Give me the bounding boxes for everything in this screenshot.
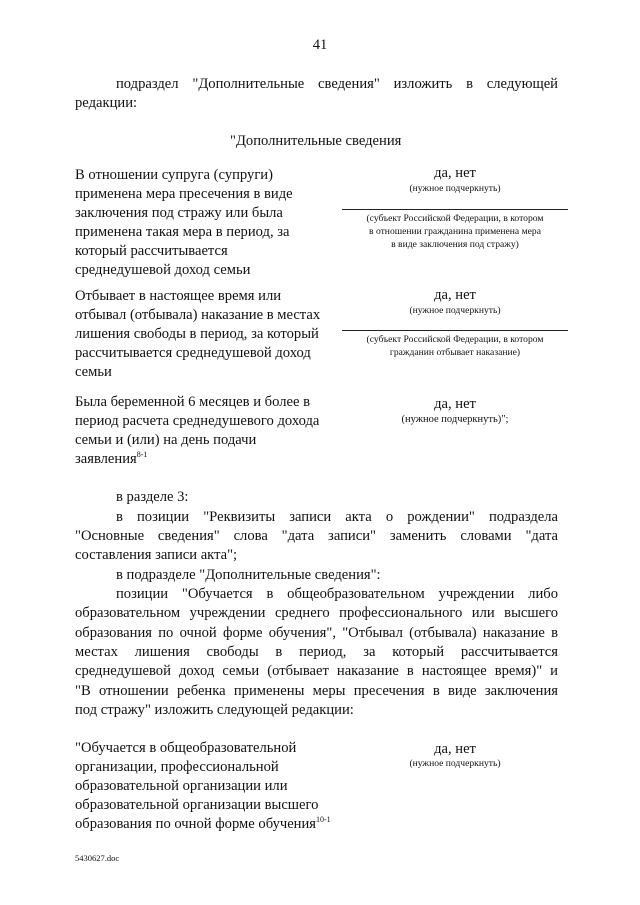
block1-question [75, 166, 293, 280]
block3-answer-note: (нужное подчеркнуть)"; [401, 414, 509, 425]
note-line: в виде заключения под стражу) [391, 239, 519, 250]
page-number: 41 [312, 37, 328, 53]
block4-line: образовательной организации высшего [75, 797, 319, 813]
block1-line: применена мера пресечения в виде [75, 186, 293, 202]
block3-line: семьи и (или) на день подачи [75, 432, 257, 448]
block3-line: Была беременной 6 месяцев и более в [75, 394, 310, 410]
block2-region-note [340, 333, 570, 359]
section-title: "Дополнительные сведения [230, 133, 402, 149]
intro-line-2: редакции: [75, 95, 138, 111]
section3-p1-line2: "Основные сведения" слова "дата записи" заменить словами "дата [75, 528, 558, 544]
note-line: (субъект Российской Федерации, в котором [366, 213, 544, 224]
section3-p2: в подразделе "Дополнительные сведения": [116, 567, 381, 583]
block4-line: образовательной организации или [75, 778, 288, 794]
block4-line: "Обучается в общеобразовательной [75, 740, 297, 756]
block4-last-line [75, 815, 331, 834]
block4-answer-note: (нужное подчеркнуть) [409, 758, 501, 769]
block1-answer: да, нет [434, 165, 476, 181]
block2-region-field-line [342, 330, 568, 331]
section3-p1-line3: составления записи акта"; [75, 547, 238, 563]
section3-p3-line7: под стражу" изложить следующей редакции: [75, 702, 354, 718]
block2-line: лишения свободы в период, за который [75, 326, 319, 342]
block2-answer: да, нет [434, 287, 476, 303]
section3-p3-line1: позиции "Обучается в общеобразовательном учреждении либо [116, 586, 558, 602]
block3-line: период расчета среднедушевого дохода [75, 413, 320, 429]
block2-line: отбывал (отбывала) наказание в местах [75, 307, 321, 323]
note-line: в отношении гражданина применена мера [369, 226, 541, 237]
block3-last-line [75, 450, 319, 469]
block2-line: семьи [75, 364, 112, 380]
block1-line: заключения под стражу или была [75, 205, 283, 221]
note-line: (субъект Российской Федерации, в котором [366, 334, 544, 345]
block1-answer-note: (нужное подчеркнуть) [409, 183, 501, 194]
section3-p3-line6: "В отношении ребенка применены меры пресечения в виде заключения [75, 683, 558, 699]
section3-p3-line4: местах лишения свободы в период, за который рассчитывается [75, 644, 558, 660]
block1-line: В отношении супруга (супруги) [75, 167, 273, 183]
block2-line: рассчитывается среднедушевой доход [75, 345, 311, 361]
section3-p3-line3: образования по очной форме обучения", "Отбывал (отбывала) наказание в [75, 625, 558, 641]
footer-file-name: 5430627.doc [75, 853, 120, 863]
block1-region-note [340, 212, 570, 251]
block2-line: Отбывает в настоящее время или [75, 288, 282, 304]
footnote-ref: 10-1 [316, 815, 331, 825]
block3-question [75, 393, 319, 469]
section3-p3-line2: образовательном учреждении среднего профессионального или высшего [75, 605, 558, 621]
intro-line-1: подраздел "Дополнительные сведения" изложить в следующей [116, 76, 558, 92]
block1-line: который рассчитывается [75, 243, 228, 259]
note-line: гражданин отбывает наказание) [389, 347, 521, 358]
block4-question [75, 739, 331, 834]
block2-answer-note: (нужное подчеркнуть) [409, 305, 501, 316]
block2-question [75, 287, 320, 382]
footnote-ref: 8-1 [136, 450, 148, 460]
block1-line: среднедушевой доход семьи [75, 262, 251, 278]
block3-last-text: заявления [75, 451, 137, 467]
section3-heading: в разделе 3: [116, 489, 189, 505]
block3-answer: да, нет [434, 396, 476, 412]
block4-last-text: образования по очной форме обучения [75, 816, 317, 832]
section3-p3-line5: среднедушевой доход семьи (отбывает наказание в настоящее время)" и [75, 663, 558, 679]
section3-p1-line1: в позиции "Реквизиты записи акта о рождении" подраздела [116, 509, 558, 525]
block4-answer: да, нет [434, 741, 476, 757]
block1-region-field-line [342, 209, 568, 210]
block1-line: применена такая мера в период, за [75, 224, 290, 240]
block4-line: организации, профессиональной [75, 759, 279, 775]
